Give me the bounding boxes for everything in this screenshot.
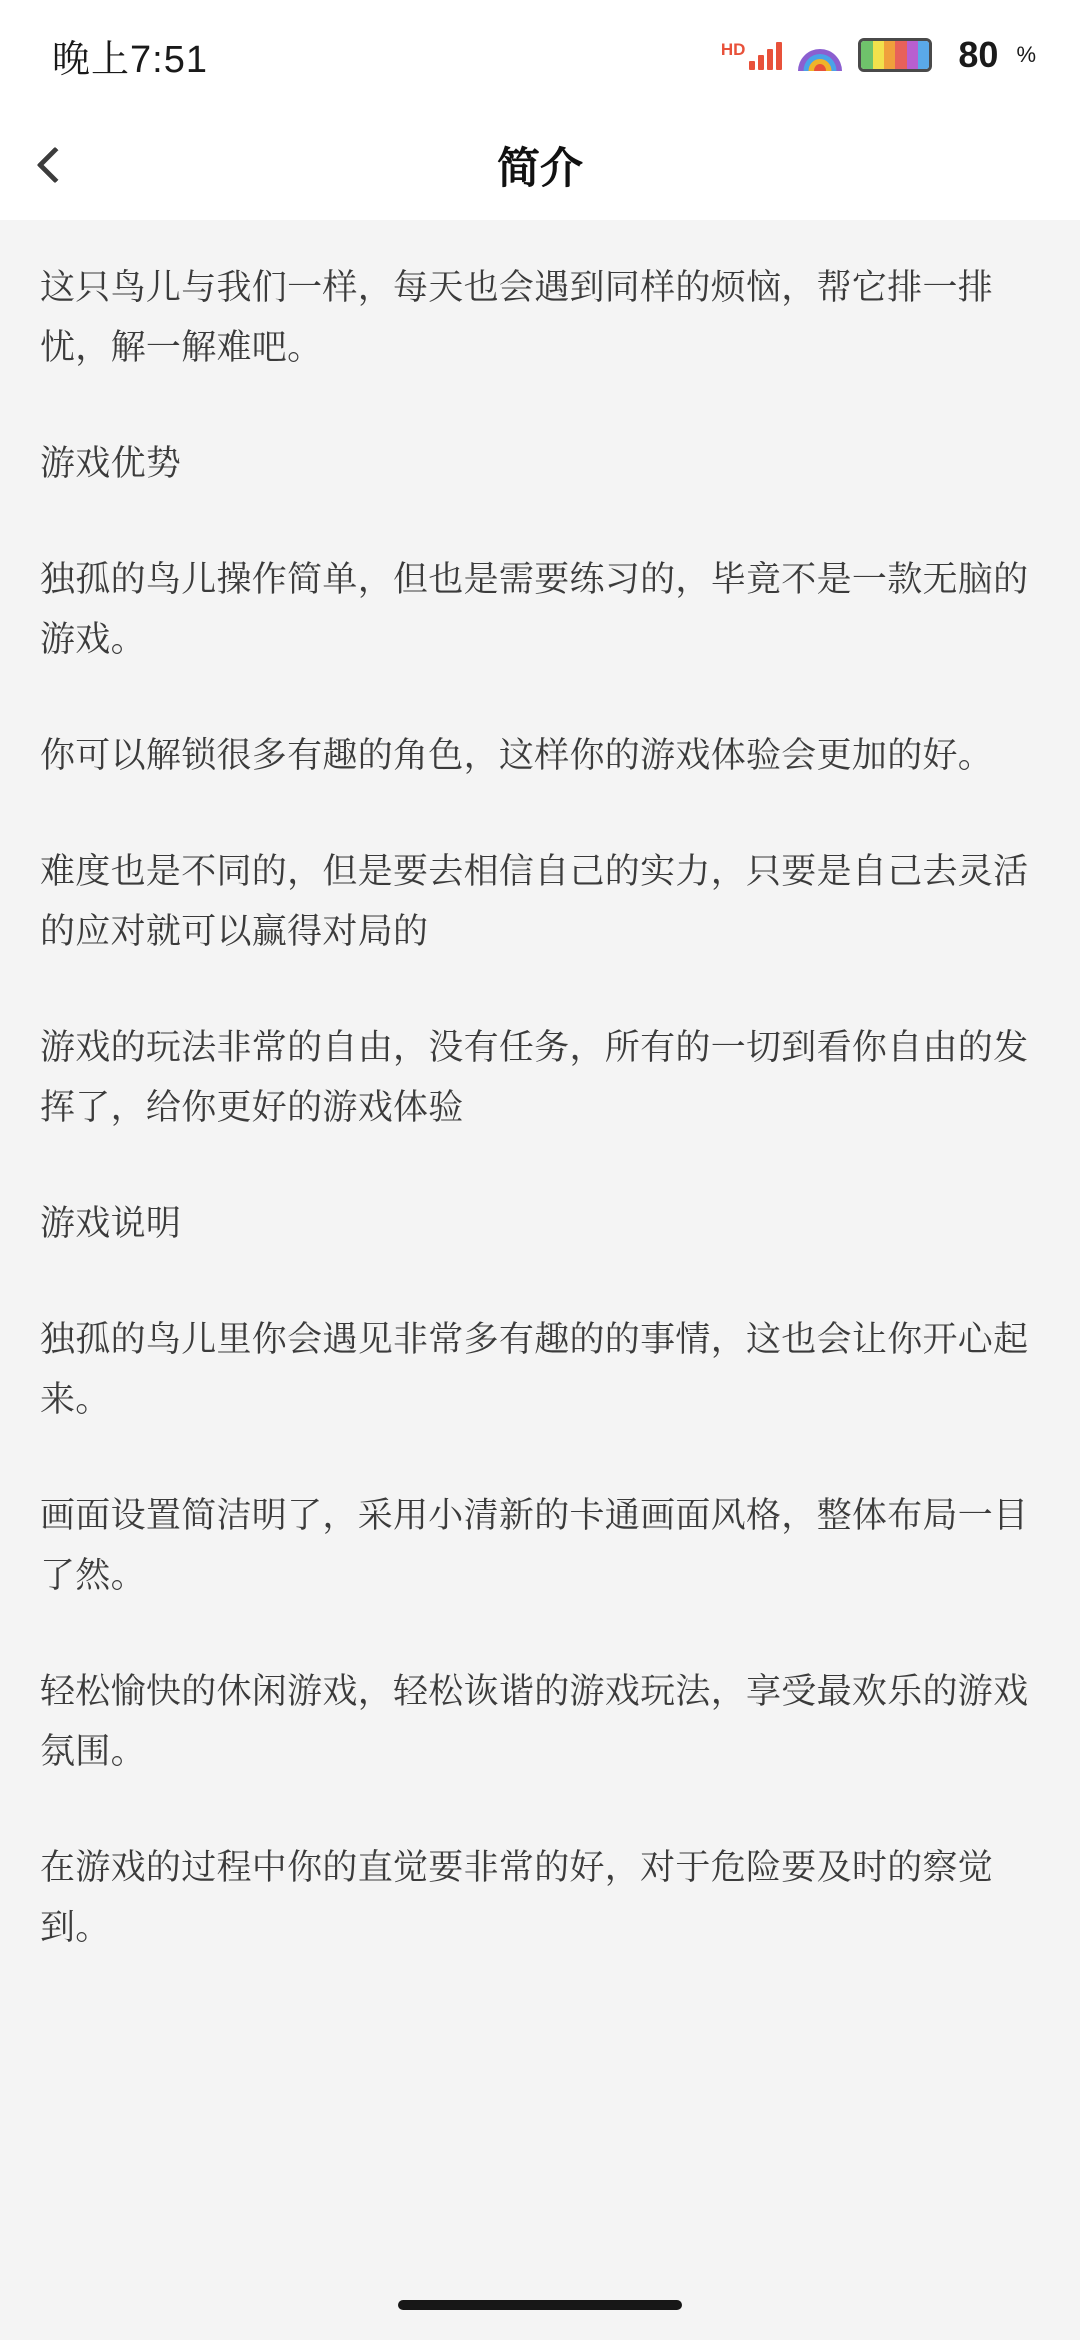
wifi-icon [798, 39, 842, 71]
section-heading: 游戏说明 [40, 1204, 182, 1243]
status-bar [0, 0, 1080, 110]
battery-unit: % [1016, 42, 1036, 67]
home-indicator-area [0, 2270, 1080, 2340]
hd-signal-icon [721, 40, 783, 70]
hd-label: HD [720, 40, 746, 59]
paragraph: 难度也是不同的，但是要去相信自己的实力，只要是自己去灵活的应对就可以赢得对局的 [40, 852, 1029, 951]
battery-level: 80 [958, 34, 999, 75]
back-button[interactable] [0, 110, 110, 220]
status-icons [721, 34, 1036, 76]
paragraph: 在游戏的过程中你的直觉要非常的好，对于危险要及时的察觉到。 [40, 1848, 994, 1947]
paragraph: 独孤的鸟儿里你会遇见非常多有趣的的事情，这也会让你开心起来。 [40, 1320, 1029, 1419]
home-indicator[interactable] [398, 2300, 682, 2310]
status-time: 晚上7:51 [52, 38, 208, 81]
battery-icon [858, 38, 932, 72]
paragraph: 独孤的鸟儿操作简单，但也是需要练习的，毕竟不是一款无脑的游戏。 [40, 560, 1029, 659]
page-title: 简介 [497, 144, 583, 193]
paragraph: 画面设置简洁明了，采用小清新的卡通画面风格，整体布局一目了然。 [40, 1496, 1029, 1595]
paragraph: 这只鸟儿与我们一样，每天也会遇到同样的烦恼，帮它排一排忧，解一解难吧。 [40, 268, 994, 367]
paragraph: 游戏的玩法非常的自由，没有任务，所有的一切到看你自由的发挥了，给你更好的游戏体验 [40, 1028, 1029, 1127]
description-content[interactable] [0, 220, 1080, 2340]
back-chevron-icon [37, 147, 74, 184]
paragraph: 轻松愉快的休闲游戏，轻松诙谐的游戏玩法，享受最欢乐的游戏氛围。 [40, 1672, 1029, 1771]
signal-bars-icon [749, 40, 782, 70]
section-heading: 游戏优势 [40, 444, 182, 483]
paragraph: 你可以解锁很多有趣的角色，这样你的游戏体验会更加的好。 [40, 736, 994, 775]
app-bar [0, 110, 1080, 220]
